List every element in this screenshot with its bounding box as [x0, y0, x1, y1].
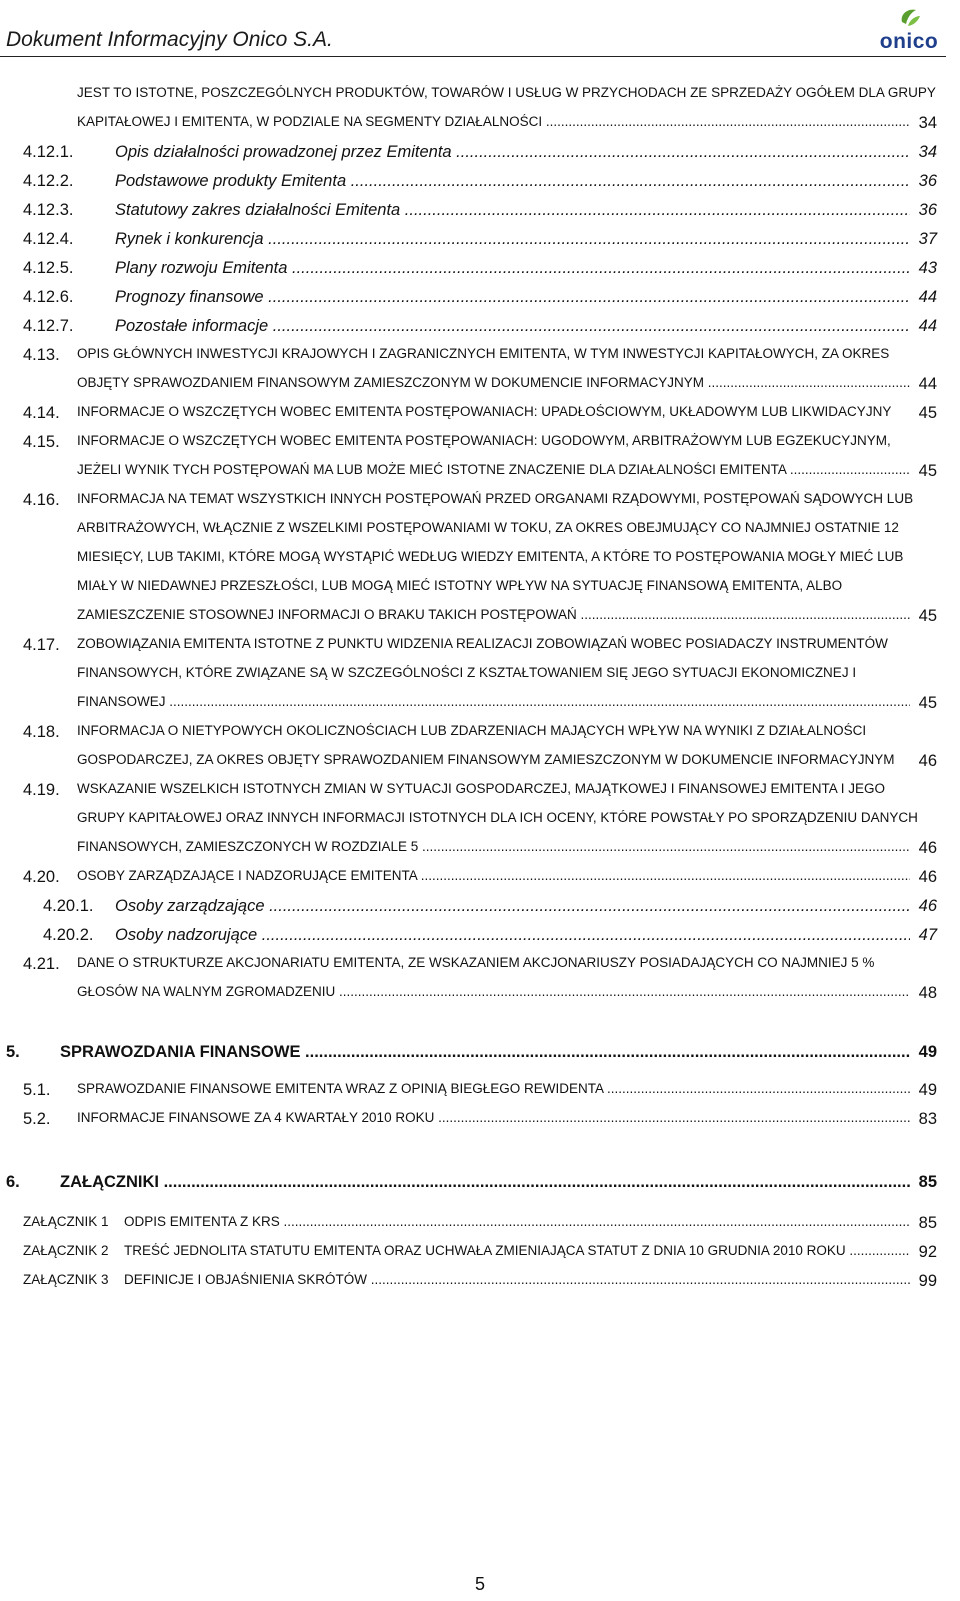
- toc-entry[interactable]: [0, 288, 960, 310]
- toc-entry-title: Opis działalności prowadzonej przez Emitenta .....: [115, 143, 910, 162]
- toc-entry[interactable]: [0, 520, 960, 542]
- toc-entry[interactable]: [0, 578, 960, 600]
- toc-entry-chapter[interactable]: [0, 1043, 960, 1065]
- toc-entry[interactable]: [0, 491, 960, 513]
- toc-entry-page: 45: [918, 404, 937, 422]
- toc-entry[interactable]: [0, 201, 960, 223]
- toc-entry-number: 5.1.: [23, 1081, 51, 1099]
- toc-entry-title: OSOBY ZARZĄDZAJĄCE I NADZORUJĄCE EMITENTA .....: [77, 868, 910, 883]
- toc-entry-number: 4.12.7.: [23, 317, 74, 335]
- toc-entry[interactable]: [0, 810, 960, 832]
- toc-entry[interactable]: [0, 375, 960, 397]
- toc-entry[interactable]: [0, 984, 960, 1006]
- toc-entry-number: 4.12.2.: [23, 172, 74, 190]
- toc-entry-title: GRUPY KAPITAŁOWEJ ORAZ INNYCH INFORMACJI ISTOTNYCH DLA ICH OCENY, KTÓRE POWSTAŁY PO SPORZĄDZENIU DANYCH: [77, 810, 918, 825]
- toc-entry-title: DEFINICJE I OBJAŚNIENIA SKRÓTÓW .....: [124, 1272, 910, 1287]
- toc-entry[interactable]: [0, 230, 960, 252]
- toc-entry[interactable]: [0, 404, 960, 426]
- toc-entry-page: 46: [918, 897, 937, 915]
- toc-entry-page: 36: [918, 201, 937, 219]
- toc-entry-page: 48: [918, 984, 937, 1002]
- toc-entry-title: TREŚĆ JEDNOLITA STATUTU EMITENTA ORAZ UCHWAŁA ZMIENIAJĄCA STATUT Z DNIA 10 GRUDNIA 2010 ROKU .....: [124, 1243, 910, 1258]
- toc-entry-title: INFORMACJA NA TEMAT WSZYSTKICH INNYCH POSTĘPOWAŃ PRZED ORGANAMI RZĄDOWYMI, POSTĘPOWAŃ SĄDOWYCH LUB: [77, 491, 914, 506]
- toc-entry-number: 4.20.1.: [43, 897, 94, 915]
- toc-entry[interactable]: [0, 752, 960, 774]
- toc-entry-number: 4.12.3.: [23, 201, 74, 219]
- toc-entry-number: 4.12.4.: [23, 230, 74, 248]
- toc-entry-number: 4.14.: [23, 404, 60, 422]
- toc-entry[interactable]: [0, 897, 960, 919]
- toc-entry[interactable]: [0, 868, 960, 890]
- toc-entry-number: 4.13.: [23, 346, 60, 364]
- toc-entry-page: 46: [918, 839, 937, 857]
- toc-entry-title: INFORMACJE O WSZCZĘTYCH WOBEC EMITENTA POSTĘPOWANIACH: UGODOWYM, ARBITRAŻOWYM LUB EGZEKUCYJNYM,: [77, 433, 891, 448]
- toc-entry-page: 46: [918, 868, 937, 886]
- toc-entry-title: MIAŁY W NIEDAWNEJ PRZESZŁOŚCI, LUB MOGĄ MIEĆ ISTOTNY WPŁYW NA SYTUACJĘ FINANSOWĄ EMITENTA, ALBO: [77, 578, 843, 593]
- toc-entry-title: OPIS GŁÓWNYCH INWESTYCJI KRAJOWYCH I ZAGRANICZNYCH EMITENTA, W TYM INWESTYCJI KAPITAŁOWYCH, ZA OKRES: [77, 346, 890, 361]
- toc-entry[interactable]: [0, 607, 960, 629]
- toc-entry[interactable]: [0, 1110, 960, 1132]
- toc-entry[interactable]: [0, 781, 960, 803]
- toc-entry-title: INFORMACJE O WSZCZĘTYCH WOBEC EMITENTA POSTĘPOWANIACH: UPADŁOŚCIOWYM, UKŁADOWYM LUB LIKWIDACYJNY: [77, 404, 892, 419]
- toc-entry-number: ZAŁĄCZNIK 1: [23, 1214, 109, 1229]
- page-number: 5: [474, 1574, 485, 1594]
- toc-entry-number: 4.15.: [23, 433, 60, 451]
- toc-entry[interactable]: [0, 665, 960, 687]
- toc-entry-page: 92: [918, 1243, 937, 1261]
- toc-entry-number: 4.21.: [23, 955, 60, 973]
- toc-entry-page: 36: [918, 172, 937, 190]
- toc-entry-number: 4.17.: [23, 636, 60, 654]
- toc-entry-title: FINANSOWEJ .....: [77, 694, 910, 709]
- toc-entry-page: 45: [918, 462, 937, 480]
- toc-entry-number: 6.: [6, 1173, 20, 1191]
- toc-entry-page: 34: [918, 143, 937, 161]
- toc-entry-title: ODPIS EMITENTA Z KRS .....: [124, 1214, 910, 1229]
- toc-entry-title: KAPITAŁOWEJ I EMITENTA, W PODZIALE NA SEGMENTY DZIAŁALNOŚCI .....: [77, 114, 910, 129]
- toc-entry-number: 4.18.: [23, 723, 60, 741]
- toc-entry[interactable]: [0, 636, 960, 658]
- toc-entry[interactable]: [0, 462, 960, 484]
- toc-entry-title: JEST TO ISTOTNE, POSZCZEGÓLNYCH PRODUKTÓW, TOWARÓW I USŁUG W PRZYCHODACH ZE SPRZEDAŻY OGÓŁEM DLA GRUPY: [77, 85, 936, 100]
- toc-entry-page: 45: [918, 607, 937, 625]
- toc-entry-number: 4.16.: [23, 491, 60, 509]
- toc-entry[interactable]: [0, 346, 960, 368]
- toc-entry-page: 44: [918, 375, 937, 393]
- toc-entry-title: Prognozy finansowe .....: [115, 288, 910, 307]
- toc-entry-title: INFORMACJA O NIETYPOWYCH OKOLICZNOŚCIACH LUB ZDARZENIACH MAJĄCYCH WPŁYW NA WYNIKI Z DZIAŁALNOŚCI: [77, 723, 867, 738]
- toc-entry-title: FINANSOWYCH, KTÓRE ZWIĄZANE SĄ W SZCZEGÓLNOŚCI Z KSZTAŁTOWANIEM SIĘ JEGO SYTUACJI EKONOMICZNEJ I: [77, 665, 857, 680]
- toc-entry-number: 4.20.2.: [43, 926, 94, 944]
- toc-entry-title: INFORMACJE FINANSOWE ZA 4 KWARTAŁY 2010 ROKU .....: [77, 1110, 910, 1125]
- toc-entry-page: 34: [918, 114, 937, 132]
- toc-entry[interactable]: [0, 1214, 960, 1236]
- toc-entry-page: 46: [918, 752, 937, 770]
- toc-entry-page: 83: [918, 1110, 937, 1128]
- toc-entry-title: MIESIĘCY, LUB TAKIMI, KTÓRE MOGĄ WYSTĄPIĆ WEDŁUG WIEDZY EMITENTA, A KTÓRE TO POSTĘPOWANIA MOGŁY MIEĆ LUB: [77, 549, 904, 564]
- toc-entry-number: ZAŁĄCZNIK 2: [23, 1243, 109, 1258]
- toc-entry-number: 5.2.: [23, 1110, 51, 1128]
- toc-entry[interactable]: [0, 839, 960, 861]
- toc-entry-title: GOSPODARCZEJ, ZA OKRES OBJĘTY SPRAWOZDANIEM FINANSOWYM ZAMIESZCZONYM W DOKUMENCIE INFORMACYJNYM: [77, 752, 895, 767]
- toc-entry-title: Rynek i konkurencja .....: [115, 230, 910, 249]
- toc-entry-title: GŁOSÓW NA WALNYM ZGROMADZENIU .....: [77, 984, 910, 999]
- toc-entry-page: 45: [918, 694, 937, 712]
- toc-entry-title: ZAŁĄCZNIKI .....: [60, 1173, 910, 1192]
- toc-entry[interactable]: [0, 85, 960, 107]
- toc-entry-title: JEŻELI WYNIK TYCH POSTĘPOWAŃ MA LUB MOŻE MIEĆ ISTOTNE ZNACZENIE DLA DZIAŁALNOŚCI EMITENTA .....: [77, 462, 910, 477]
- toc-entry[interactable]: [0, 114, 960, 136]
- toc-entry-number: 5.: [6, 1043, 20, 1061]
- document-title: Dokument Informacyjny Onico S.A.: [6, 28, 333, 51]
- toc-entry-page: 49: [918, 1081, 937, 1099]
- logo-text: onico: [879, 30, 939, 53]
- toc-entry-title: ZOBOWIĄZANIA EMITENTA ISTOTNE Z PUNKTU WIDZENIA REALIZACJI ZOBOWIĄZAŃ WOBEC POSIADACZY INSTRUMENTÓW: [77, 636, 888, 651]
- toc-entry-title: Osoby nadzorujące .....: [115, 926, 910, 945]
- toc-entry-page: 49: [918, 1043, 937, 1061]
- toc-entry-page: 43: [918, 259, 937, 277]
- toc-entry[interactable]: [0, 694, 960, 716]
- toc-entry-page: 44: [918, 317, 937, 335]
- toc-entry[interactable]: [0, 317, 960, 339]
- toc-entry[interactable]: [0, 172, 960, 194]
- toc-entry[interactable]: [0, 433, 960, 455]
- toc-entry[interactable]: [0, 1272, 960, 1294]
- toc-entry[interactable]: [0, 549, 960, 571]
- toc-entry-title: FINANSOWYCH, ZAMIESZCZONYCH W ROZDZIALE 5 .....: [77, 839, 910, 854]
- toc-entry-page: 47: [918, 926, 937, 944]
- toc-entry-page: 85: [918, 1173, 937, 1191]
- toc-entry-number: 4.20.: [23, 868, 60, 886]
- toc-entry-title: Podstawowe produkty Emitenta .....: [115, 172, 910, 191]
- toc-entry[interactable]: [0, 1243, 960, 1265]
- toc-entry-title: ZAMIESZCZENIE STOSOWNEJ INFORMACJI O BRAKU TAKICH POSTĘPOWAŃ .....: [77, 607, 910, 622]
- toc-entry-number: 4.12.5.: [23, 259, 74, 277]
- toc-entry-page: 37: [918, 230, 937, 248]
- toc-entry-number: ZAŁĄCZNIK 3: [23, 1272, 109, 1287]
- toc-entry-title: ARBITRAŻOWYCH, WŁĄCZNIE Z WSZELKIMI POSTĘPOWANIAMI W TOKU, ZA OKRES OBEJMUJĄCY CO NAJMNIEJ OSTATNIE 12: [77, 520, 899, 535]
- toc-entry-title: Statutowy zakres działalności Emitenta .....: [115, 201, 910, 220]
- toc-entry-number: 4.12.1.: [23, 143, 74, 161]
- toc-entry-title: Pozostałe informacje .....: [115, 317, 910, 336]
- toc-entry-page: 44: [918, 288, 937, 306]
- toc-entry[interactable]: [0, 1081, 960, 1103]
- toc-entry-title: Plany rozwoju Emitenta .....: [115, 259, 910, 278]
- toc-entry-page: 85: [918, 1214, 937, 1232]
- toc-entry-title: Osoby zarządzające .....: [115, 897, 910, 916]
- toc-entry[interactable]: [0, 926, 960, 948]
- toc-entry[interactable]: [0, 143, 960, 165]
- toc-entry-title: WSKAZANIE WSZELKICH ISTOTNYCH ZMIAN W SYTUACJI GOSPODARCZEJ, MAJĄTKOWEJ I FINANSOWEJ EMITENTA I JEGO: [77, 781, 886, 796]
- toc-entry-number: 4.19.: [23, 781, 60, 799]
- toc-entry[interactable]: [0, 955, 960, 977]
- toc-entry-title: SPRAWOZDANIE FINANSOWE EMITENTA WRAZ Z OPINIĄ BIEGŁEGO REWIDENTA .....: [77, 1081, 910, 1096]
- toc-entry-chapter[interactable]: [0, 1173, 960, 1195]
- toc-entry-title: SPRAWOZDANIA FINANSOWE .....: [60, 1043, 910, 1062]
- toc-entry[interactable]: [0, 259, 960, 281]
- toc-entry-number: 4.12.6.: [23, 288, 74, 306]
- toc-entry-title: OBJĘTY SPRAWOZDANIEM FINANSOWYM ZAMIESZCZONYM W DOKUMENCIE INFORMACYJNYM .....: [77, 375, 910, 390]
- toc-entry-page: 99: [918, 1272, 937, 1290]
- toc-entry-title: DANE O STRUKTURZE AKCJONARIATU EMITENTA, ZE WSKAZANIEM AKCJONARIUSZY POSIADAJĄCYCH CO NAJMNIEJ 5 %: [77, 955, 875, 970]
- toc-entry[interactable]: [0, 723, 960, 745]
